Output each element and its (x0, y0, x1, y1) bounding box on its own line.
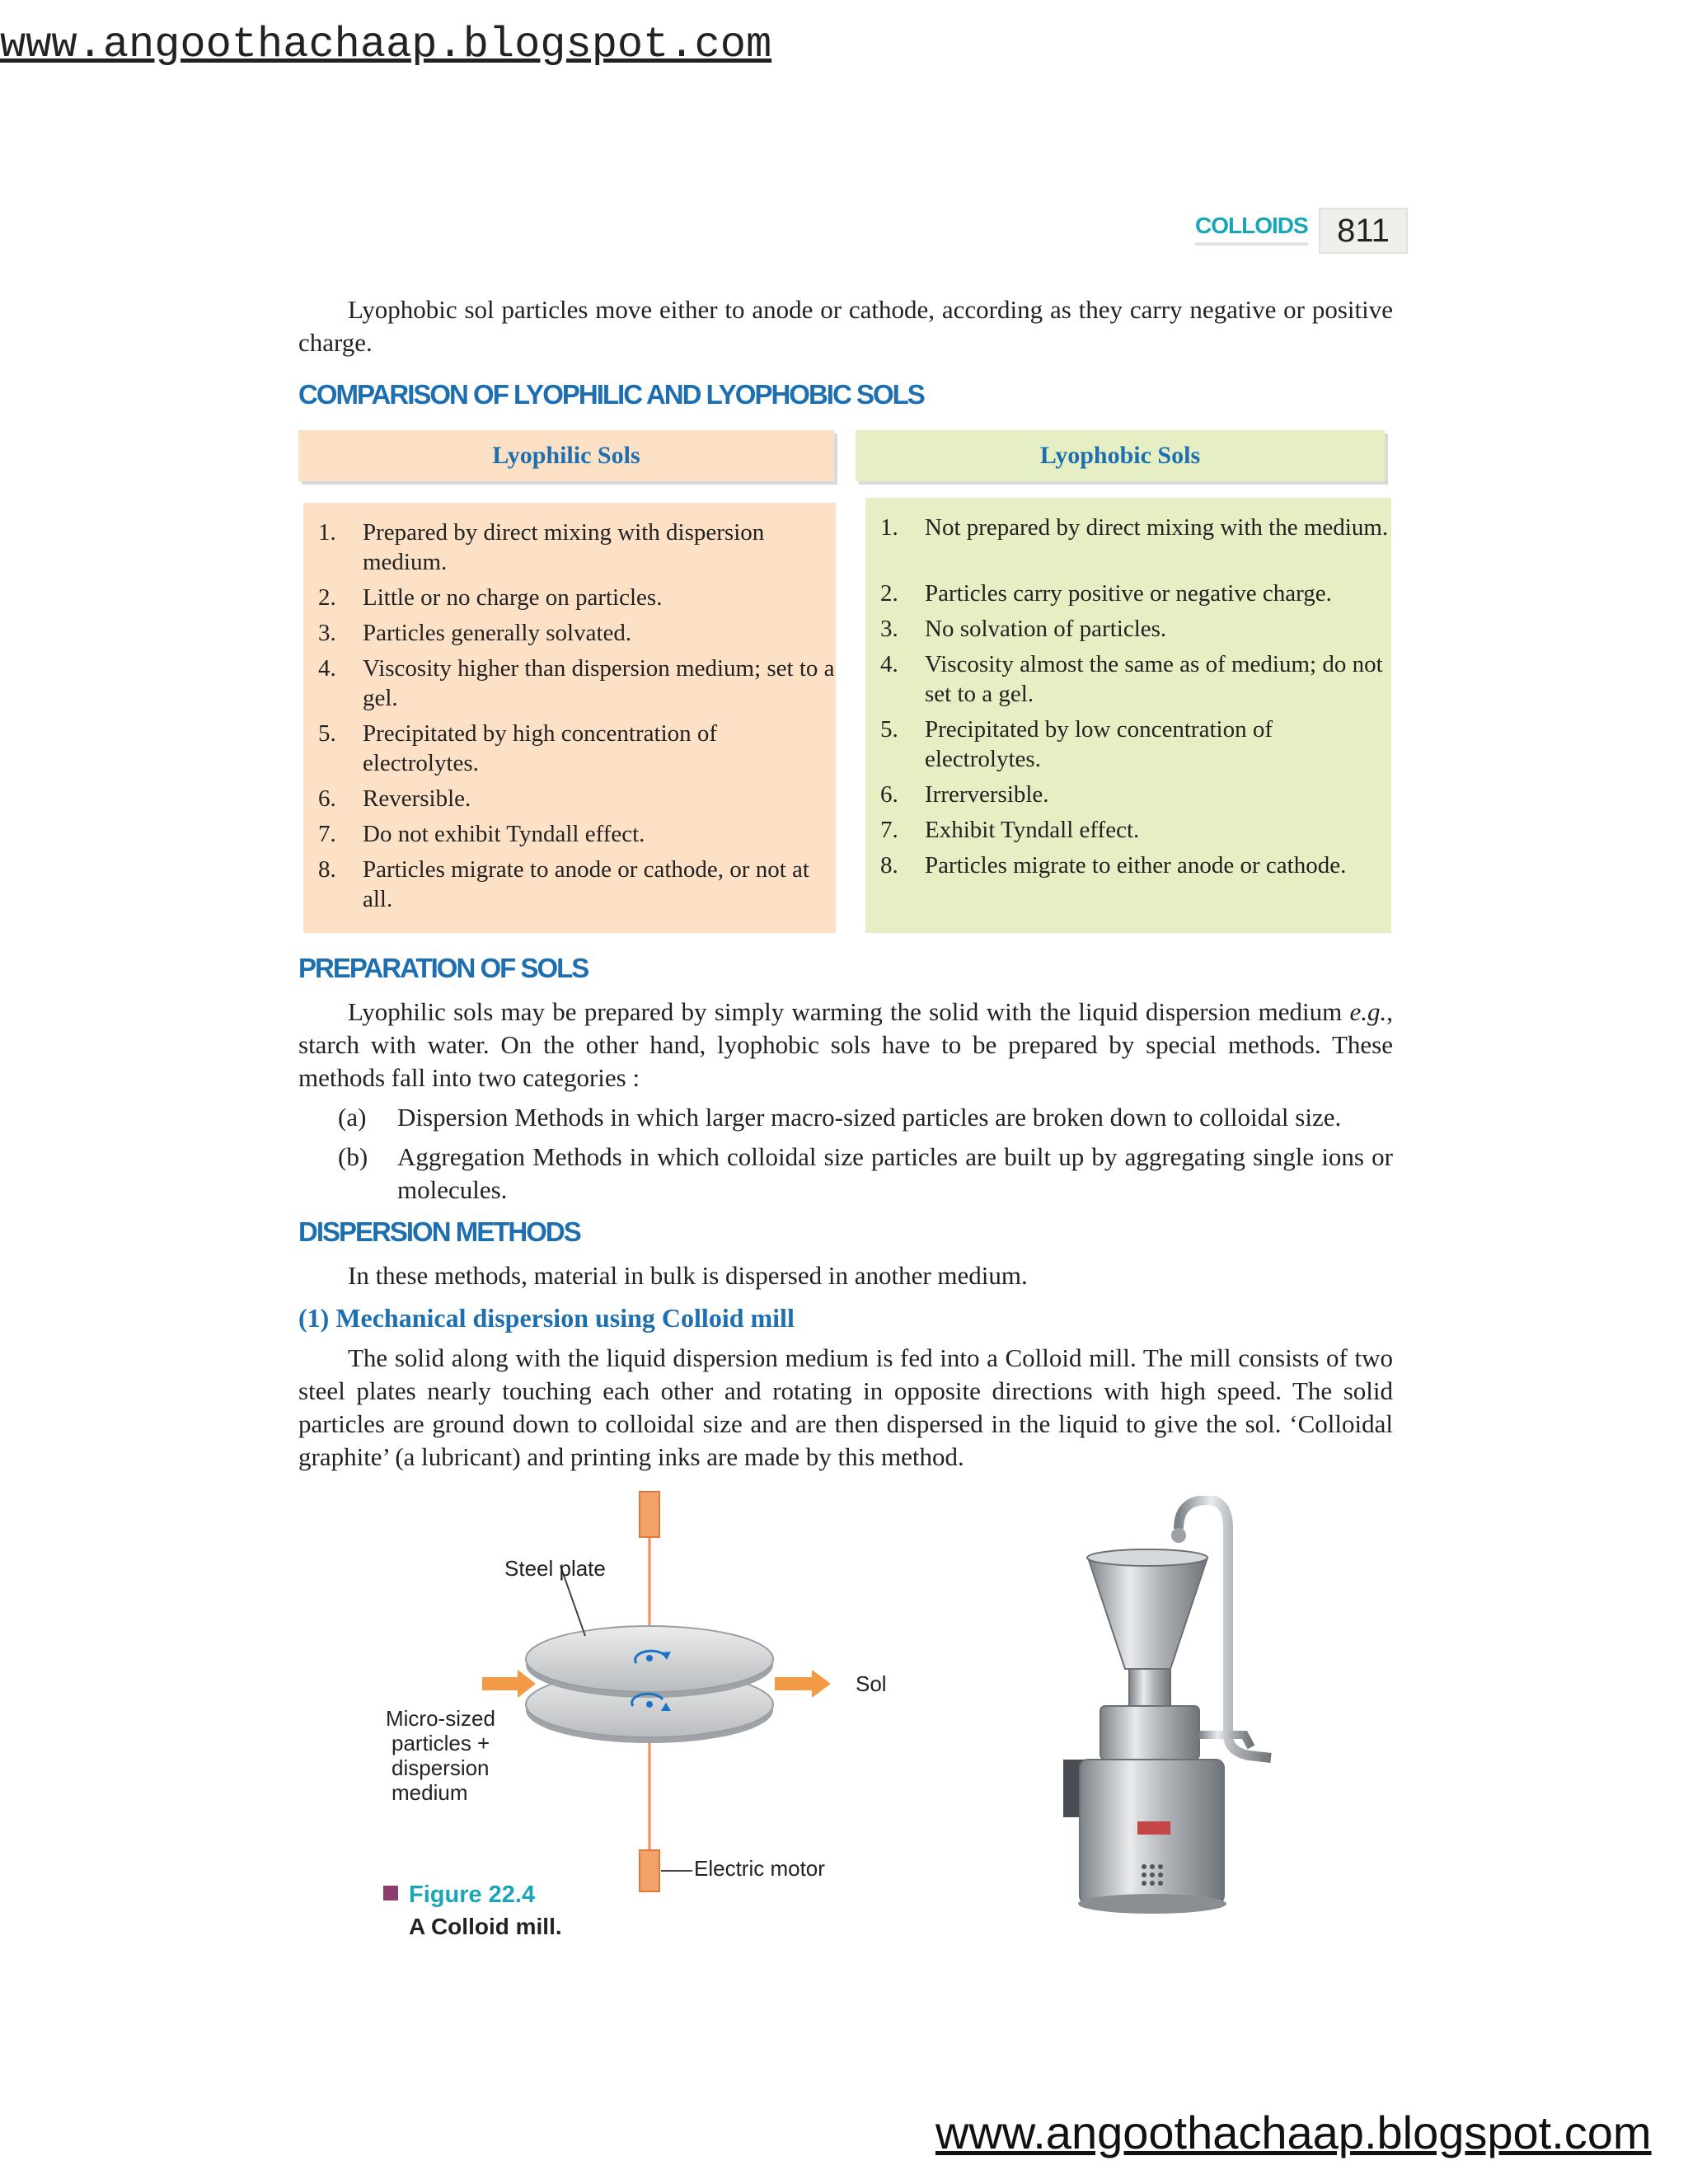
lyophobic-item-text: Particles migrate to either anode or cathode. (925, 852, 1347, 879)
preparation-example-abbrev: e.g. (1349, 997, 1387, 1026)
label-input-line-4: medium (392, 1780, 468, 1805)
colloid-mill-photo-svg (1055, 1496, 1302, 1924)
watermark-bottom-url: www.angoothachaap.blogspot.com (935, 2107, 1652, 2158)
lyophilic-item-text: Precipitated by high concentration of electrolytes. (363, 720, 718, 776)
label-input-line-1: Micro-sized (386, 1706, 495, 1731)
lyophobic-item-text: Particles carry positive or negative charge. (925, 580, 1332, 607)
hopper (1088, 1558, 1207, 1669)
lyophobic-item-number: 2. (880, 580, 898, 607)
label-electric-motor: Electric motor (694, 1856, 825, 1881)
preparation-method-label: (b) (338, 1142, 368, 1171)
lyophobic-item (865, 715, 1391, 774)
lyophilic-item-text: Little or no charge on particles. (363, 584, 663, 611)
lyophobic-item (865, 513, 1391, 542)
lyophilic-item-number: 5. (318, 720, 336, 747)
lyophilic-item-text: Particles migrate to anode or cathode, or not at all. (363, 856, 809, 912)
lyophilic-item-text: Prepared by direct mixing with dispersion medium. (363, 519, 765, 575)
lyophilic-item (303, 654, 836, 713)
lyophobic-item-number: 5. (880, 716, 898, 743)
lyophobic-item (865, 649, 1391, 709)
lyophobic-item-number: 3. (880, 616, 898, 642)
lyophilic-item (303, 618, 836, 648)
lyophobic-item-text: Viscosity almost the same as of medium; do not set to a gel. (925, 651, 1383, 707)
output-arrow-icon (775, 1670, 831, 1698)
lyophilic-item (303, 518, 836, 577)
lyophilic-item (303, 855, 836, 914)
input-arrow-icon (482, 1670, 536, 1698)
lyophobic-item (865, 815, 1391, 845)
figure-caption-title: Figure 22.4 (409, 1882, 536, 1908)
lyophilic-item-text: Particles generally solvated. (363, 620, 632, 646)
mill-head (1100, 1706, 1199, 1760)
caption-square-icon (383, 1886, 398, 1900)
lyophobic-item (865, 851, 1391, 880)
lyophilic-item-number: 8. (318, 856, 336, 883)
lyophobic-item-number: 8. (880, 852, 898, 879)
dispersion-intro: In these methods, material in bulk is dispersed in another medium. (348, 1261, 1028, 1290)
label-input-line-3: dispersion (392, 1755, 490, 1780)
lyophilic-item-number: 1. (318, 519, 336, 546)
lyophilic-item-number: 6. (318, 785, 336, 812)
label-sol: Sol (856, 1671, 887, 1696)
preparation-method-item (338, 1101, 1393, 1134)
top-shaft-block (640, 1492, 659, 1537)
lyophobic-item-number: 1. (880, 514, 898, 541)
preparation-paragraph (298, 996, 1393, 1094)
preparation-method-item (338, 1141, 1393, 1207)
base (1078, 1894, 1226, 1914)
lyophilic-column-header: Lyophilic Sols (298, 430, 834, 481)
preparation-text-b: , starch with water. On the other hand, lyophobic sols have to be prepared by special methods. These methods fall into two categories : (298, 997, 1393, 1092)
brand-plate (1137, 1821, 1170, 1835)
colloid-mill-photo (1055, 1496, 1302, 1924)
colloid-mill-diagram (354, 1483, 931, 1945)
preparation-text-a: Lyophilic sols may be prepared by simply warming the solid with the liquid dispersion medium (348, 997, 1350, 1026)
lyophobic-item-text: No solvation of particles. (925, 616, 1167, 642)
section-heading-dispersion: DISPERSION METHODS (298, 1216, 580, 1247)
lyophilic-item-text: Reversible. (363, 785, 471, 812)
lyophilic-item (303, 819, 836, 849)
section-heading-comparison: COMPARISON OF LYOPHILIC AND LYOPHOBIC SOLS (298, 379, 924, 410)
running-title: COLLOIDS (1195, 213, 1308, 246)
watermark-top-url: www.angoothachaap.blogspot.com (0, 21, 772, 69)
preparation-method-label: (a) (338, 1103, 367, 1132)
lyophilic-item (303, 719, 836, 778)
lyophobic-item-text: Exhibit Tyndall effect. (925, 817, 1140, 843)
lyophilic-item (303, 784, 836, 813)
page-number: 811 (1319, 208, 1408, 254)
mill-neck (1129, 1669, 1170, 1706)
upper-axis-dot (646, 1655, 653, 1661)
lyophobic-item-text: Not prepared by direct mixing with the medium. (925, 514, 1389, 541)
lyophobic-item (865, 614, 1391, 644)
hopper-rim (1087, 1549, 1207, 1566)
subheading-colloid-mill: (1) Mechanical dispersion using Colloid mill (298, 1303, 795, 1333)
preparation-method-text: Aggregation Methods in which colloidal size particles are built up by aggregating single ions or molecules. (397, 1142, 1393, 1204)
label-steel-plate: Steel plate (504, 1556, 606, 1581)
intro-paragraph: Lyophobic sol particles move either to anode or cathode, according as they carry negative or positive charge. (298, 295, 1393, 357)
label-input-line-2: particles + (392, 1731, 490, 1755)
lyophobic-item-number: 7. (880, 817, 898, 843)
motor-block (640, 1850, 659, 1891)
preparation-methods-list (338, 1101, 1393, 1213)
control-buttons (1142, 1864, 1163, 1886)
lyophobic-item (865, 579, 1391, 608)
lyophilic-item (303, 583, 836, 612)
lyophobic-properties-list (865, 513, 1391, 880)
lyophobic-column-header: Lyophobic Sols (856, 430, 1385, 481)
lyophilic-item-number: 4. (318, 655, 336, 682)
lyophilic-properties-list (303, 518, 836, 914)
lyophilic-item-number: 2. (318, 584, 336, 611)
pipe-valve (1171, 1528, 1186, 1543)
section-heading-preparation: PREPARATION OF SOLS (298, 953, 588, 983)
colloid-mill-paragraph: The solid along with the liquid dispersion medium is fed into a Colloid mill. The mill consists of two steel plates nearly touching each other and rotating in opposite directions with high speed. The solid particles are ground down to colloidal size and are then dispersed in the liquid to give the sol. ‘Colloidal graphite’ (a lubricant) and printing inks are made by this method. (298, 1343, 1393, 1471)
lower-axis-dot (646, 1701, 653, 1708)
lyophilic-item-text: Viscosity higher than dispersion medium; set to a gel. (363, 655, 835, 711)
figure-caption-body: A Colloid mill. (409, 1914, 562, 1939)
lyophilic-item-text: Do not exhibit Tyndall effect. (363, 821, 645, 847)
lyophilic-list-panel (303, 503, 836, 933)
lyophobic-item-number: 6. (880, 781, 898, 808)
lyophobic-item-number: 4. (880, 651, 898, 677)
lyophilic-item-number: 3. (318, 620, 336, 646)
lyophilic-item-number: 7. (318, 821, 336, 847)
lyophobic-item (865, 780, 1391, 809)
lyophobic-list-panel (865, 498, 1391, 933)
label-input (386, 1706, 495, 1805)
lyophobic-item-text: Precipitated by low concentration of electrolytes. (925, 716, 1273, 772)
lyophobic-item-text: Irrerversible. (925, 781, 1049, 808)
preparation-method-text: Dispersion Methods in which larger macro-sized particles are broken down to colloidal size. (397, 1103, 1342, 1132)
